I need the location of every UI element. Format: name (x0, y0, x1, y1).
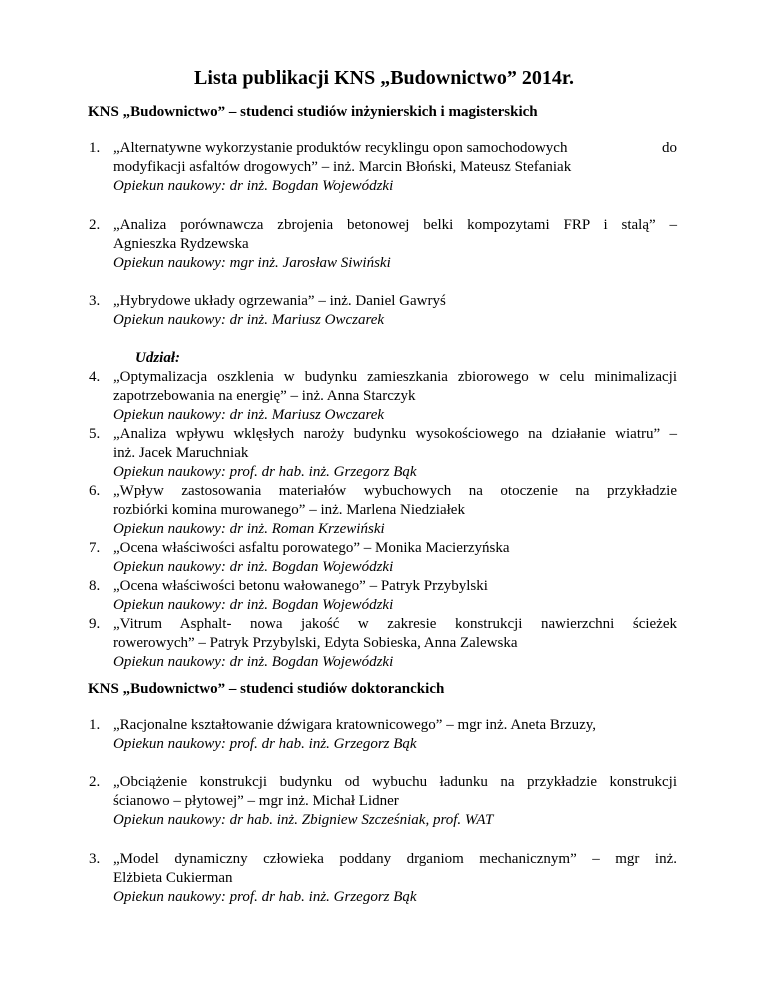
item-title-line1-end: do (662, 140, 677, 156)
item-supervisor: Opiekun naukowy: dr hab. inż. Zbigniew Szcześniak, prof. WAT (113, 812, 494, 828)
item-supervisor: Opiekun naukowy: prof. dr hab. inż. Grzegorz Bąk (113, 736, 417, 752)
page-title: Lista publikacji KNS „Budownictwo” 2014r. (194, 67, 574, 89)
list-item (89, 577, 677, 615)
item-supervisor: Opiekun naukowy: dr inż. Bogdan Wojewódzki (113, 597, 394, 613)
item-title-line1: „Alternatywne wykorzystanie produktów recyklingu opon samochodowych (113, 140, 568, 156)
item-title-line1: „Analiza wpływu wklęsłych naroży budynku wysokościowego na działanie wiatru” – (113, 426, 677, 442)
item-number: 1. (89, 717, 101, 733)
list-item (89, 425, 677, 482)
item-title-line1: „Analiza porównawcza zbrojenia betonowej belki kompozytami FRP i stalą” – (113, 217, 677, 233)
section-heading-doctoral: KNS „Budownictwo” – studenci studiów doktoranckich (88, 681, 445, 697)
item-number: 6. (89, 483, 101, 499)
item-number: 2. (89, 217, 101, 233)
item-supervisor: Opiekun naukowy: dr inż. Mariusz Owczarek (113, 407, 385, 423)
item-number: 2. (89, 774, 101, 790)
item-title-line1: „Racjonalne kształtowanie dźwigara kratownicowego” – mgr inż. Aneta Brzuzy, (113, 717, 597, 733)
item-supervisor: Opiekun naukowy: prof. dr hab. inż. Grzegorz Bąk (113, 889, 417, 905)
item-title-line1: „Vitrum Asphalt- nowa jakość w zakresie konstrukcji nawierzchni ścieżek (113, 616, 677, 632)
item-supervisor: Opiekun naukowy: dr inż. Mariusz Owczarek (113, 312, 385, 328)
item-number: 9. (89, 616, 101, 632)
item-title-line1: „Ocena właściwości asfaltu porowatego” – Monika Macierzyńska (113, 540, 510, 556)
item-supervisor: Opiekun naukowy: mgr inż. Jarosław Siwiński (113, 255, 391, 271)
list-item (89, 216, 677, 273)
list-item (89, 716, 677, 754)
item-title-line1: „Obciążenie konstrukcji budynku od wybuchu ładunku na przykładzie konstrukcji (113, 774, 677, 790)
item-number: 5. (89, 426, 101, 442)
item-supervisor: Opiekun naukowy: prof. dr hab. inż. Grzegorz Bąk (113, 464, 417, 480)
item-title-line2: Elżbieta Cukierman (113, 870, 233, 886)
list-item (89, 292, 677, 330)
item-title-line1: „Ocena właściwości betonu wałowanego” – Patryk Przybylski (113, 578, 488, 594)
item-title-line1: „Hybrydowe układy ogrzewania” – inż. Daniel Gawryś (113, 293, 446, 309)
list-item (89, 539, 677, 577)
list-item (89, 368, 677, 425)
list-item (89, 615, 677, 672)
item-title-line2: inż. Jacek Maruchniak (113, 445, 249, 461)
item-supervisor: Opiekun naukowy: dr inż. Bogdan Wojewódzki (113, 654, 394, 670)
item-title-line2: rowerowych” – Patryk Przybylski, Edyta Sobieska, Anna Zalewska (113, 635, 518, 651)
item-title-line2: zapotrzebowania na energię” – inż. Anna Starczyk (113, 388, 416, 404)
item-number: 3. (89, 293, 101, 309)
list-item (89, 482, 677, 539)
list-item (89, 139, 677, 196)
item-number: 3. (89, 851, 101, 867)
item-line (113, 139, 677, 158)
item-supervisor: Opiekun naukowy: dr inż. Bogdan Wojewódzki (113, 178, 394, 194)
item-number: 7. (89, 540, 101, 556)
item-title-line2: modyfikacji asfaltów drogowych” – inż. Marcin Błoński, Mateusz Stefaniak (113, 159, 572, 175)
item-supervisor: Opiekun naukowy: dr inż. Bogdan Wojewódzki (113, 559, 394, 575)
item-number: 8. (89, 578, 101, 594)
list-item (89, 773, 677, 830)
item-supervisor: Opiekun naukowy: dr inż. Roman Krzewiński (113, 521, 385, 537)
item-number: 1. (89, 140, 101, 156)
item-title-line1: „Wpływ zastosowania materiałów wybuchowych na otoczenie na przykładzie (113, 483, 677, 499)
section-heading-undergrad: KNS „Budownictwo” – studenci studiów inżynierskich i magisterskich (88, 104, 538, 120)
item-title-line2: rozbiórki komina murowanego” – inż. Marlena Niedziałek (113, 502, 465, 518)
item-title-line1: „Model dynamiczny człowieka poddany drganiom mechanicznym” – mgr inż. (113, 851, 677, 867)
participation-label: Udział: (135, 350, 180, 366)
item-title-line2: Agnieszka Rydzewska (113, 236, 249, 252)
item-title-line1: „Optymalizacja oszklenia w budynku zamieszkania zbiorowego w celu minimalizacji (113, 369, 677, 385)
item-number: 4. (89, 369, 101, 385)
list-item (89, 850, 677, 907)
item-title-line2: ścianowo – płytowej” – mgr inż. Michał Lidner (113, 793, 399, 809)
